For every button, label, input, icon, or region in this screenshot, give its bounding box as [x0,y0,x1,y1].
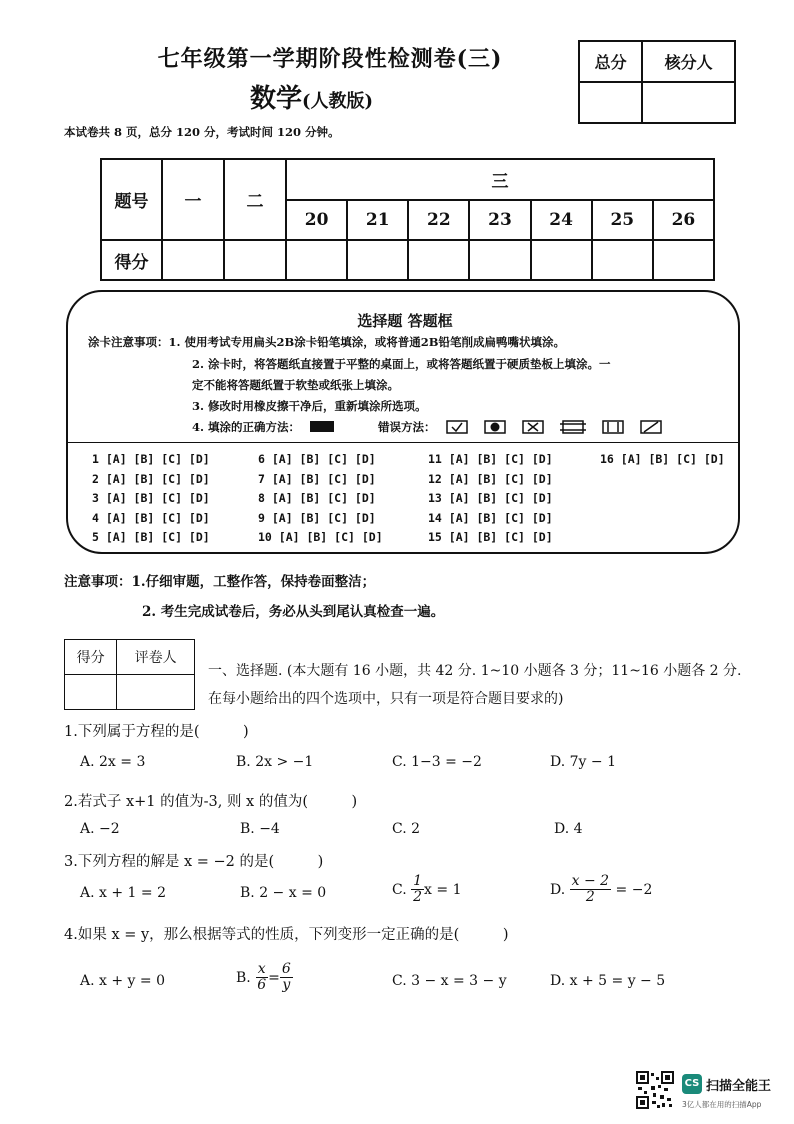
exam-subject [250,78,373,115]
answer-row[interactable]: 11 [A] [B] [C] [D] [428,452,553,466]
correct-fill-icon [310,421,334,435]
answer-column-2 [258,452,383,550]
answer-row[interactable]: 5 [A] [B] [C] [D] [92,530,210,544]
edition-label: (人教版) [302,91,374,112]
answer-row[interactable]: 9 [A] [B] [C] [D] [258,510,376,525]
wrong-method-label: 错误方法： [378,420,436,434]
slash-mark-icon [640,420,662,437]
total-score-cell[interactable] [579,82,642,123]
question-3-option-a[interactable]: A. x + 1 = 2 [80,885,166,901]
fill-note-text: 1. 使用考试专用扁头2B涂卡铅笔填涂，或将普通2B铅笔削成扁鸭嘴状填涂。 [168,335,565,349]
question-number: 25 [592,200,653,240]
answer-card [66,290,740,554]
score-cell[interactable] [469,240,530,280]
answer-row[interactable]: 13 [A] [B] [C] [D] [428,491,553,505]
score-cell[interactable] [592,240,653,280]
answer-row[interactable]: 6 [A] [B] [C] [D] [258,452,376,466]
answer-row[interactable]: 10 [A] [B] [C] [D] [258,530,383,544]
option-letter: B. [236,969,251,986]
score-cell[interactable] [162,240,224,280]
notice-line-1: 注意事项：1.仔细审题，工整作答，保持卷面整洁； [64,574,376,590]
cross-mark-icon [522,420,544,437]
option-expr: x = 1 [424,881,462,898]
answer-row[interactable]: 7 [A] [B] [C] [D] [258,471,376,486]
answer-row[interactable]: 1 [A] [B] [C] [D] [92,452,210,466]
equals-sign: = [268,969,280,986]
answer-row[interactable]: 12 [A] [B] [C] [D] [428,471,553,486]
grader-reviewer-cell[interactable] [117,675,195,710]
fill-note-4 [192,419,668,437]
fraction: $\frac{x - 2}{2}$ [571,873,610,906]
question-1-option-d[interactable]: D. 7y − 1 [550,754,616,770]
notice-line-2: 2. 考生完成试卷后，务必从头到尾认真检查一遍。 [142,604,445,620]
question-number: 21 [347,200,408,240]
section-one-instructions: 在每小题给出的四个选项中，只有一项是符合题目要求的) [208,691,564,707]
lines-mark-icon [560,420,586,437]
scanner-brand: 扫描全能王 [706,1079,772,1094]
camscanner-logo-icon: CS [682,1074,702,1094]
question-1-stem: 1.下列属于方程的是( ) [64,724,249,740]
qr-code-icon [636,1071,674,1109]
question-2-option-c[interactable]: C. 2 [392,821,421,837]
fill-note-label: 涂卡注意事项： [88,335,169,349]
question-number: 20 [286,200,347,240]
checker-label: 核分人 [642,41,735,82]
question-number: 22 [408,200,469,240]
score-cell[interactable] [531,240,592,280]
question-2-option-b[interactable]: B. −4 [240,821,280,837]
fill-note-3: 3. 修改时用橡皮擦干净后，重新填涂所选项。 [192,399,427,413]
exam-info: 本试卷共 8 页，总分 120 分，考试时间 120 分钟。 [64,125,340,139]
fraction: $\frac{1}{2}$ [413,873,423,906]
question-1-option-c[interactable]: C. 1−3 = −2 [392,754,482,770]
question-3-option-d[interactable] [550,874,652,906]
fraction: $\frac{6}{y}$ [281,961,291,994]
total-score-label: 总分 [579,41,642,82]
grader-score-label: 得分 [65,640,117,675]
question-2-option-d[interactable]: D. 4 [554,821,583,837]
fill-note-2b: 定不能将答题纸置于软垫或纸张上填涂。 [192,378,399,392]
section-one-header: 一 [162,159,224,240]
grader-box [64,639,195,710]
question-4-option-c[interactable]: C. 3 − x = 3 − y [392,973,507,989]
question-number: 23 [469,200,530,240]
answer-column-1 [92,452,210,550]
answer-card-divider [68,442,738,443]
answer-column-3 [428,452,553,550]
question-2-option-a[interactable]: A. −2 [80,821,120,837]
answer-row[interactable]: 3 [A] [B] [C] [D] [92,491,210,505]
question-3-option-c[interactable] [392,874,461,906]
score-cell[interactable] [653,240,714,280]
check-mark-icon [446,420,468,437]
score-row-label: 得分 [101,240,162,280]
answer-row[interactable]: 14 [A] [B] [C] [D] [428,510,553,525]
question-4-stem: 4.如果 x = y，那么根据等式的性质，下列变形一定正确的是( ) [64,927,509,943]
answer-row[interactable]: 16 [A] [B] [C] [D] [600,452,725,466]
fill-note-2: 2. 涂卡时，将答题纸直接置于平整的桌面上，或将答题纸置于硬质垫板上填涂。一 [192,357,611,371]
question-1-option-b[interactable]: B. 2x > −1 [236,754,314,770]
answer-row[interactable]: 15 [A] [B] [C] [D] [428,530,553,544]
correct-method-label: 4. 填涂的正确方法： [192,420,301,434]
section-three-header: 三 [286,159,714,200]
question-4-option-a[interactable]: A. x + y = 0 [80,973,165,989]
score-cell[interactable] [347,240,408,280]
fraction: $\frac{x}{6}$ [257,961,267,994]
option-expr: = −2 [615,881,653,898]
exam-title: 七年级第一学期阶段性检测卷(三) [157,46,503,72]
question-3-option-b[interactable]: B. 2 − x = 0 [240,885,327,901]
answer-row[interactable]: 8 [A] [B] [C] [D] [258,491,376,505]
grader-reviewer-label: 评卷人 [117,640,195,675]
score-cell[interactable] [408,240,469,280]
answer-row[interactable]: 4 [A] [B] [C] [D] [92,510,210,525]
score-cell[interactable] [224,240,286,280]
dot-mark-icon [484,420,506,437]
answer-card-title: 选择题 答题框 [357,312,453,330]
subject-name: 数学 [250,84,303,114]
answer-column-4 [600,452,725,472]
question-number: 24 [531,200,592,240]
fill-note-1 [88,334,565,350]
question-2-stem: 2.若式子 x+1 的值为-3, 则 x 的值为( ) [64,794,358,810]
scanner-slogan: 3亿人都在用的扫描App [682,1100,762,1109]
section-two-header: 二 [224,159,286,240]
question-4-option-b[interactable] [236,962,293,994]
score-cell[interactable] [286,240,347,280]
answer-row[interactable]: 2 [A] [B] [C] [D] [92,471,210,486]
checker-cell[interactable] [642,82,735,123]
question-3-stem: 3.下列方程的解是 x = −2 的是( ) [64,854,324,870]
question-1-option-a[interactable]: A. 2x = 3 [80,754,146,770]
grader-score-cell[interactable] [65,675,117,710]
section-one-heading: 一、选择题. (本大题有 16 小题，共 42 分. 1~10 小题各 3 分；11~16 小题各 2 分. [208,663,742,679]
question-number-label: 题号 [101,159,162,240]
option-letter: C. [392,881,407,898]
bracket-mark-icon [602,420,624,437]
question-number: 26 [653,200,714,240]
option-letter: D. [550,881,566,898]
question-4-option-d[interactable]: D. x + 5 = y − 5 [550,973,666,989]
score-table [100,158,715,281]
total-score-box [578,40,736,124]
